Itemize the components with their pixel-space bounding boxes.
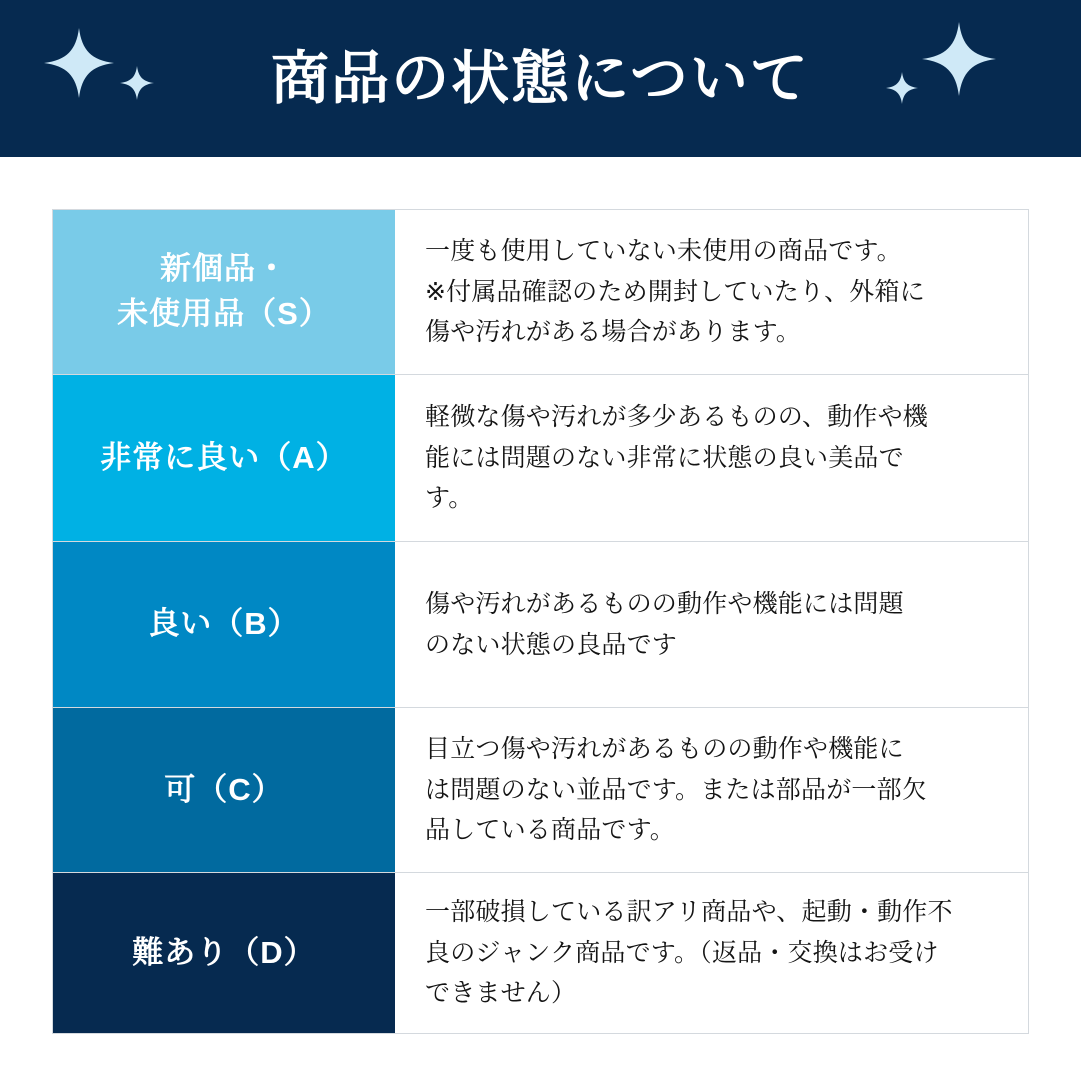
grade-description-s xyxy=(395,210,1028,374)
grade-label-s-line2: 未使用品（S） xyxy=(117,296,331,331)
table-row xyxy=(53,873,1028,1033)
grade-description-s-line3: 傷や汚れがある場合があります。 xyxy=(425,318,802,347)
table-row xyxy=(53,708,1028,873)
grade-description-s-line1: 一度も使用していない未使用の商品です。 xyxy=(425,237,902,266)
table-row xyxy=(53,375,1028,542)
sparkle-large-left-icon xyxy=(44,28,114,98)
page-title: 商品の状態について xyxy=(271,45,810,111)
grade-description-d-line1: 一部破損している訳アリ商品や、起動・動作不 xyxy=(425,898,953,927)
grade-description-b xyxy=(395,542,1028,707)
grade-label-c-line1: 可（C） xyxy=(164,771,284,807)
grade-description-c xyxy=(395,708,1028,872)
page-header xyxy=(0,0,1081,157)
grade-description-b-line1: 傷や汚れがあるものの動作や機能には問題 xyxy=(425,590,904,618)
grade-label-a-line1: 非常に良い（A） xyxy=(100,439,348,475)
grade-description-d-line3: できません） xyxy=(425,979,577,1008)
grade-label-s-line1: 新個品・ xyxy=(160,251,288,287)
grade-label-b xyxy=(53,542,395,707)
grade-description-c-line2: は問題のない並品です。または部品が一部欠 xyxy=(425,775,928,804)
grade-label-d xyxy=(53,873,395,1033)
grade-label-d-line1: 難あり（D） xyxy=(132,934,316,970)
grade-description-c-line1: 目立つ傷や汚れがあるものの動作や機能に xyxy=(425,735,904,764)
sparkle-small-left-icon xyxy=(120,66,154,100)
grade-label-c xyxy=(53,708,395,872)
grade-description-c-line3: 品している商品です。 xyxy=(425,816,676,845)
grade-label-s xyxy=(53,210,395,374)
table-row xyxy=(53,542,1028,708)
grade-description-a-line2: 能には問題のない非常に状態の良い美品で xyxy=(425,443,904,472)
grade-description-a-line1: 軽微な傷や汚れが多少あるものの、動作や機 xyxy=(425,403,929,432)
grade-description-a-line3: す。 xyxy=(425,484,474,513)
table-row xyxy=(53,210,1028,375)
grade-description-d-line2: 良のジャンク商品です。（返品・交換はお受け xyxy=(425,938,939,967)
grade-description-d xyxy=(395,873,1028,1033)
condition-table xyxy=(52,209,1029,1034)
grade-description-s-line2: ※付属品確認のため開封していたり、外箱に xyxy=(425,277,925,306)
grade-label-a xyxy=(53,375,395,541)
sparkle-large-right-icon xyxy=(922,22,996,96)
grade-description-b-line2: のない状態の良品です xyxy=(425,630,678,659)
sparkle-small-right-icon xyxy=(886,72,918,104)
grade-description-a xyxy=(395,375,1028,541)
grade-label-b-line1: 良い（B） xyxy=(148,606,300,642)
